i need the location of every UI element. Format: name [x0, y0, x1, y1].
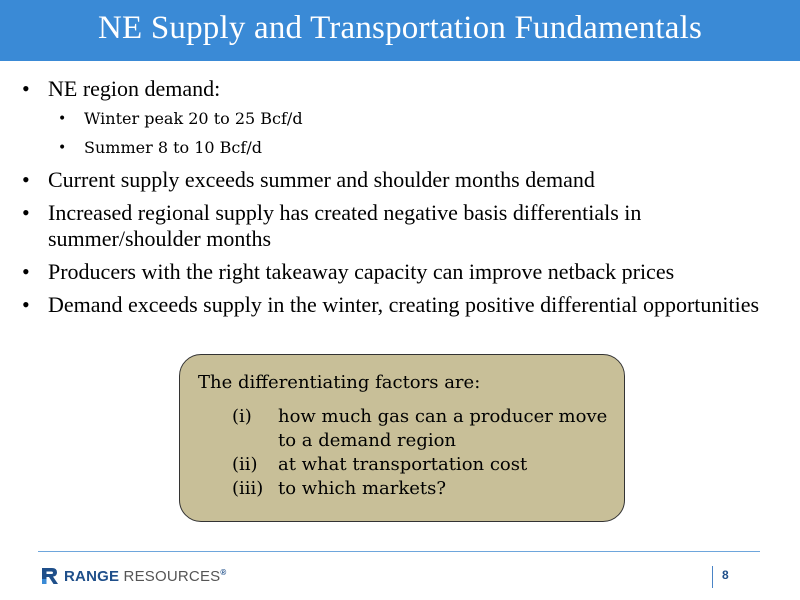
brand-name-bold: RANGE: [64, 567, 120, 585]
bullet-text: Increased regional supply has created negative basis differentials in summer/shoulder months: [48, 200, 642, 251]
brand-registered-mark: ®: [220, 567, 227, 577]
bullet-dot: •: [58, 140, 67, 156]
page-number: 8: [722, 568, 729, 582]
callout-item: [232, 405, 612, 453]
bullet-text: Demand exceeds supply in the winter, creating positive differential opportunities: [48, 292, 760, 317]
page-number-divider: [712, 566, 713, 588]
bullet-dot: •: [22, 200, 30, 225]
callout-item-text: to which markets?: [278, 478, 447, 499]
callout-item-text: how much gas can a producer move to a demand region: [278, 406, 608, 451]
footer-divider: [38, 551, 760, 552]
brand-name: [64, 568, 226, 585]
bullet-text: NE region demand:: [48, 76, 221, 101]
sub-bullet-text: Winter peak 20 to 25 Bcf/d: [84, 109, 303, 128]
bullet-dot: •: [22, 167, 30, 192]
bullet-item: [22, 259, 782, 285]
sub-bullet-item: [22, 138, 782, 158]
bullet-item: [22, 292, 782, 318]
callout-item: [232, 453, 612, 477]
bullet-dot: •: [22, 76, 30, 101]
bullet-text: Current supply exceeds summer and shoulder months demand: [48, 167, 595, 192]
callout-heading: The differentiating factors are:: [198, 372, 481, 393]
bullet-item: [22, 76, 782, 102]
range-resources-logo: [40, 566, 226, 586]
callout-item-number: (ii): [232, 454, 258, 475]
bullet-item: [22, 200, 782, 252]
sub-bullet-item: [22, 109, 782, 129]
bullet-text: Producers with the right takeaway capacity can improve netback prices: [48, 259, 675, 284]
callout-item: [232, 477, 612, 501]
callout-item-number: (i): [232, 406, 252, 427]
range-logo-icon: [40, 567, 60, 585]
bullet-list: [22, 76, 782, 325]
brand-name-light: RESOURCES: [123, 567, 221, 585]
bullet-dot: •: [22, 259, 30, 284]
bullet-dot: •: [58, 111, 67, 127]
bullet-dot: •: [22, 292, 30, 317]
bullet-item: [22, 167, 782, 193]
callout-box: [179, 354, 625, 522]
sub-bullet-text: Summer 8 to 10 Bcf/d: [84, 138, 262, 157]
slide-title: NE Supply and Transportation Fundamentals: [97, 10, 703, 46]
callout-item-text: at what transportation cost: [278, 454, 528, 475]
title-bar: [0, 0, 800, 61]
callout-list: [232, 405, 612, 501]
callout-item-number: (iii): [232, 478, 264, 499]
